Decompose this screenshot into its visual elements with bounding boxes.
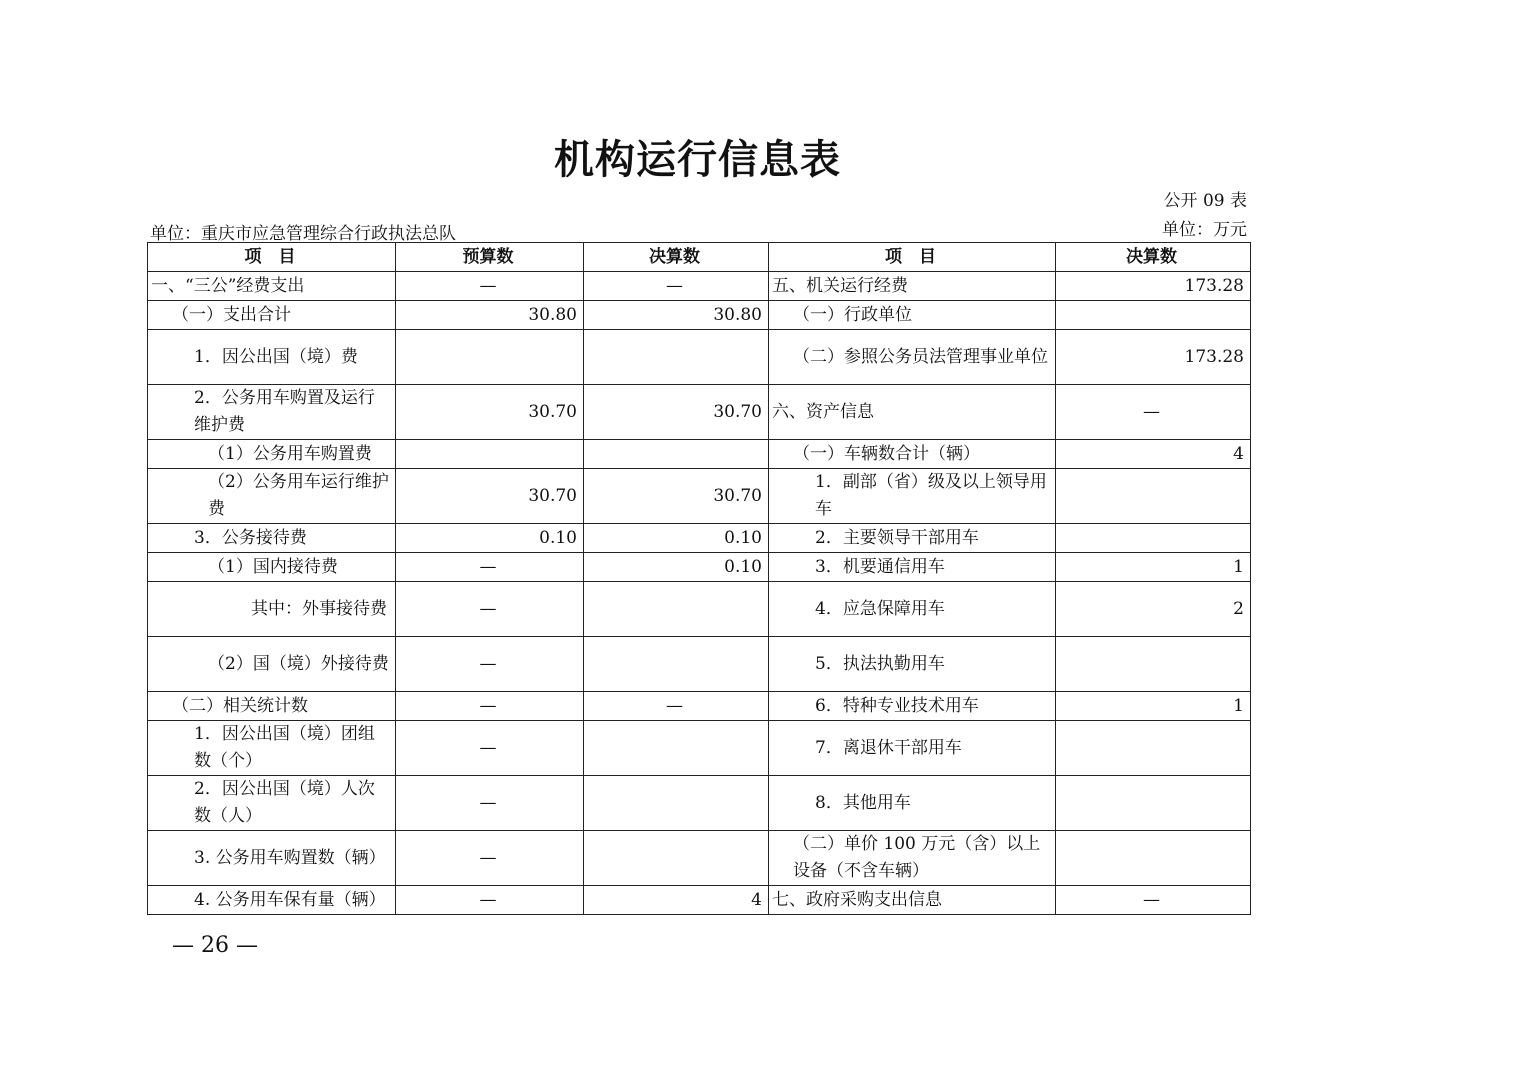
final-value: 0.10 [584,553,769,582]
right-label: 六、资产信息 [769,385,1056,440]
header-budget: 预算数 [396,243,584,272]
right-label: 6．特种专业技术用车 [769,692,1056,721]
final-value: 30.70 [584,469,769,524]
final-value [584,776,769,831]
budget-value: — [396,721,584,776]
budget-value [396,330,584,385]
right-value: — [1056,385,1251,440]
budget-value: — [396,886,584,915]
right-value [1056,721,1251,776]
right-value [1056,831,1251,886]
header-item-right: 项 目 [769,243,1056,272]
right-label: 五、机关运行经费 [769,272,1056,301]
budget-value: — [396,692,584,721]
row-label: 2．因公出国（境）人次数（人） [148,776,396,831]
budget-value: — [396,582,584,637]
row-label: 其中：外事接待费 [148,582,396,637]
row-label: （1）国内接待费 [148,553,396,582]
header-final-right: 决算数 [1056,243,1251,272]
table-row [148,301,1251,330]
budget-value: — [396,831,584,886]
right-value: 2 [1056,582,1251,637]
right-value [1056,637,1251,692]
table-row [148,886,1251,915]
page-title: 机构运行信息表 [554,136,841,183]
right-label: 5．执法执勤用车 [769,637,1056,692]
right-label: 2．主要领导干部用车 [769,524,1056,553]
final-value [584,637,769,692]
final-value [584,440,769,469]
table-row [148,330,1251,385]
table-row [148,831,1251,886]
right-value [1056,524,1251,553]
final-value: — [584,692,769,721]
final-value: 4 [584,886,769,915]
right-label: （一）行政单位 [769,301,1056,330]
right-value [1056,469,1251,524]
row-label: （1）公务用车购置费 [148,440,396,469]
right-value: — [1056,886,1251,915]
budget-value: 0.10 [396,524,584,553]
table-row [148,637,1251,692]
header-final: 决算数 [584,243,769,272]
table-row [148,469,1251,524]
row-label: 2．公务用车购置及运行维护费 [148,385,396,440]
right-label: 7．离退休干部用车 [769,721,1056,776]
budget-value: — [396,776,584,831]
right-value: 1 [1056,692,1251,721]
table-row [148,776,1251,831]
table-header-row [148,243,1251,272]
final-value [584,582,769,637]
right-label: 七、政府采购支出信息 [769,886,1056,915]
table-row [148,440,1251,469]
right-value: 1 [1056,553,1251,582]
table-row [148,524,1251,553]
row-label: 一、“三公”经费支出 [148,272,396,301]
final-value [584,721,769,776]
right-value [1056,776,1251,831]
budget-value: 30.70 [396,385,584,440]
budget-value: — [396,637,584,692]
table-row [148,385,1251,440]
row-label: （二）相关统计数 [148,692,396,721]
row-label: （2）公务用车运行维护费 [148,469,396,524]
page-number: — 26 — [172,933,258,958]
budget-value: 30.70 [396,469,584,524]
budget-value: — [396,553,584,582]
right-value [1056,301,1251,330]
table-row [148,721,1251,776]
right-label: （一）车辆数合计（辆） [769,440,1056,469]
final-value [584,831,769,886]
right-label: 8．其他用车 [769,776,1056,831]
header-item: 项 目 [148,243,396,272]
row-label: 1．因公出国（境）团组数（个） [148,721,396,776]
row-label: 3. 公务用车购置数（辆） [148,831,396,886]
row-label: 4. 公务用车保有量（辆） [148,886,396,915]
right-value: 4 [1056,440,1251,469]
right-value: 173.28 [1056,272,1251,301]
table-row [148,582,1251,637]
final-value: 30.70 [584,385,769,440]
row-label: （一）支出合计 [148,301,396,330]
right-label: （二）参照公务员法管理事业单位 [769,330,1056,385]
table-row [148,553,1251,582]
budget-value: — [396,272,584,301]
row-label: （2）国（境）外接待费 [148,637,396,692]
right-label: （二）单价 100 万元（含）以上设备（不含车辆） [769,831,1056,886]
final-value: 30.80 [584,301,769,330]
table-row [148,692,1251,721]
final-value: 0.10 [584,524,769,553]
right-value: 173.28 [1056,330,1251,385]
final-value: — [584,272,769,301]
right-label: 4．应急保障用车 [769,582,1056,637]
form-number: 公开 09 表 [1163,191,1247,211]
budget-value: 30.80 [396,301,584,330]
organization-unit: 单位：重庆市应急管理综合行政执法总队 [150,224,456,244]
budget-value [396,440,584,469]
right-label: 1．副部（省）级及以上领导用车 [769,469,1056,524]
row-label: 3．公务接待费 [148,524,396,553]
row-label: 1．因公出国（境）费 [148,330,396,385]
right-label: 3．机要通信用车 [769,553,1056,582]
info-table [147,242,1251,915]
table-row [148,272,1251,301]
currency-unit: 单位：万元 [1162,220,1247,240]
final-value [584,330,769,385]
